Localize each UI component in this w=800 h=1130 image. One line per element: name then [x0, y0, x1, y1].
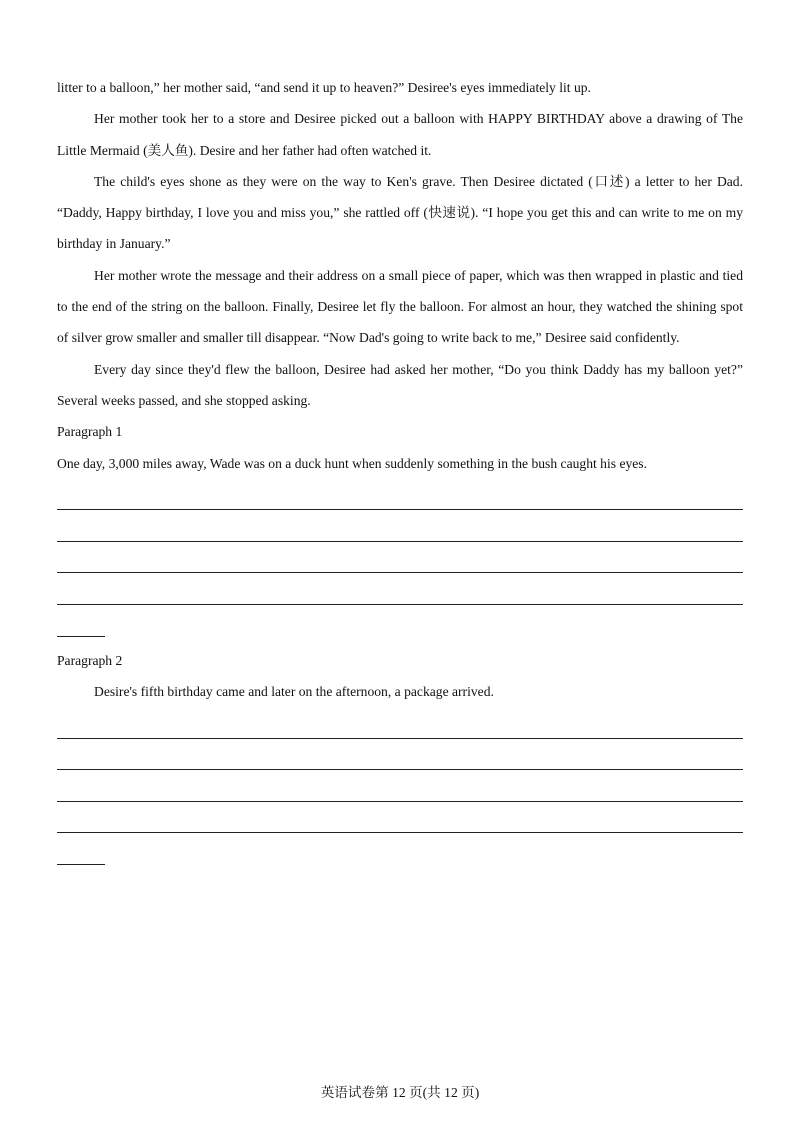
answer-line: [57, 542, 743, 574]
short-answer-line: [57, 864, 105, 865]
answer-line: [57, 479, 743, 511]
page-footer: 英语试卷第 12 页(共 12 页): [320, 1085, 480, 1100]
answer-line: [57, 707, 743, 739]
paragraph1-prompt: One day, 3,000 miles away, Wade was on a duck hunt when suddenly something in the bush caught his eyes.: [57, 455, 647, 471]
passage-paragraph: The child's eyes shone as they were on the way to Ken's grave. Then Desiree dictated (口述) a letter to her Dad. “Daddy, Happy birthday, I love you and miss you,” she rattled off (快速说). “I hope you get this and can write to me on my birthday in January.”: [57, 173, 743, 252]
passage-paragraph: Her mother took her to a store and Desiree picked out a balloon with HAPPY BIRTHDAY above a drawing of The Little Mermaid (美人鱼). Desire and her father had often watched it.: [57, 111, 743, 158]
passage-paragraph: Every day since they'd flew the balloon, Desiree had asked her mother, “Do you think Daddy has my balloon yet?” Several weeks passed, and she stopped asking.: [57, 361, 743, 408]
answer-line: [57, 739, 743, 771]
answer-line: [57, 770, 743, 802]
paragraph2-label: Paragraph 2: [57, 652, 123, 668]
answer-line: [57, 510, 743, 542]
paragraph1-label: Paragraph 1: [57, 424, 123, 440]
answer-line: [57, 802, 743, 834]
paragraph2-prompt: Desire's fifth birthday came and later on the afternoon, a package arrived.: [94, 684, 494, 700]
paragraph2-answer-area[interactable]: [57, 707, 743, 865]
passage-line: litter to a balloon,” her mother said, “and send it up to heaven?” Desiree's eyes immediately lit up.: [57, 80, 591, 95]
paragraph1-answer-area[interactable]: [57, 479, 743, 637]
exam-page: [57, 72, 743, 865]
answer-line: [57, 573, 743, 605]
passage-paragraph: Her mother wrote the message and their address on a small piece of paper, which was then wrapped in plastic and tied to the end of the string on the balloon. Finally, Desiree let fly the balloon. For almost an hour, they watched the shining spot of silver grow smaller and smaller till disappear. “Now Dad's going to write back to me,” Desiree said confidently.: [57, 267, 743, 346]
